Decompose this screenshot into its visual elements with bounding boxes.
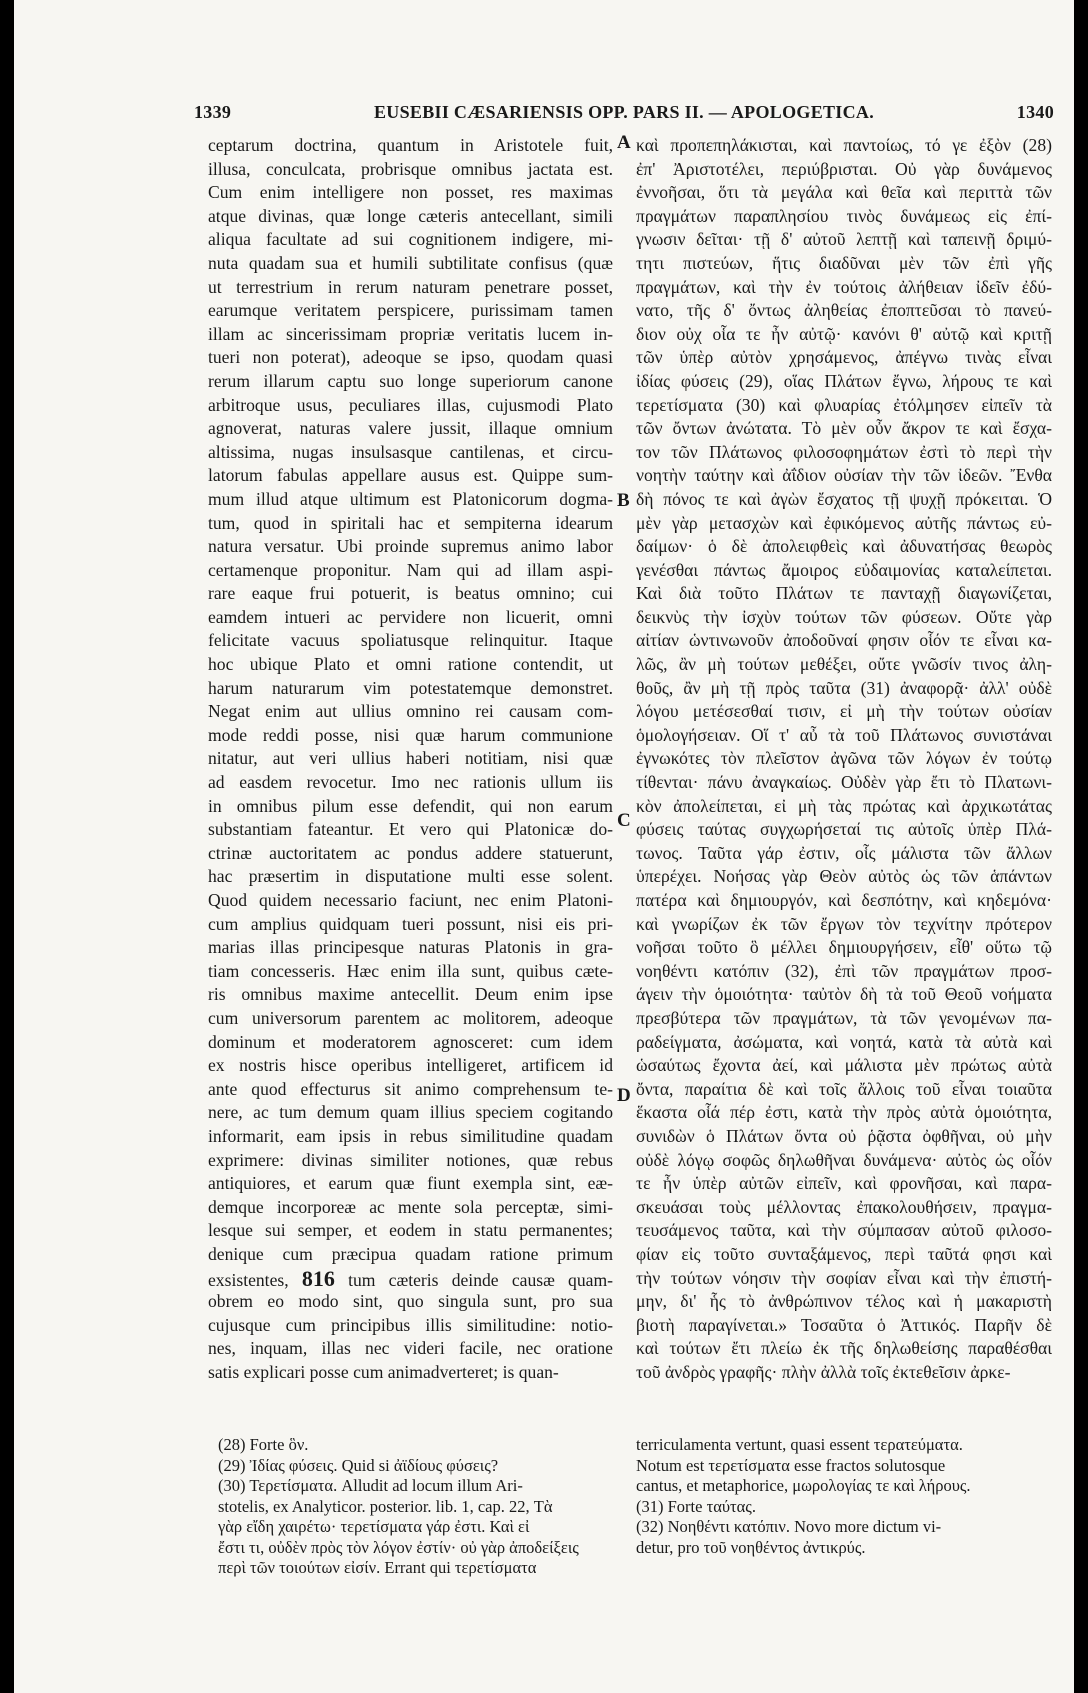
greek-line: ὁμολογήσειαν. Οἵ τ' αὖ τὰ τοῦ Πλάτωνος συνιστάναι [636,724,1052,745]
latin-line-continuation: tum cæteris deinde causæ quam- [334,1269,613,1290]
latin-line: earumque veritatem perspicere, purissimam tamen [208,300,613,321]
greek-line: άγειν τὴν ὁμοιότητα· ταὐτὸν δὴ τὰ τοῦ Θεοῦ νοήματα [636,984,1052,1005]
greek-line: τωνος. Ταῦτα γάρ ἐστιν, οἷς μάλιστα τῶν ἄλλων [636,842,1052,863]
greek-line: πραγμάτων παραπλησίου τινὸς δυνάμεως εἰς ἐπί- [636,205,1052,226]
page-header [194,102,1054,134]
latin-line: informarit, eam ipsis in rebus similitudine quadam [208,1125,613,1146]
latin-line: hoc ubique Plato et omni ratione contendit, ut [208,654,613,675]
latin-line: arbitroque usus, peculiares illas, cujusmodi Plato [208,394,613,415]
greek-line: οὐδὲ λόγῳ σοφῶς δηλωθῆναι δυνάμενα· αὐτὸς ὡς οἷόν [636,1149,1052,1170]
latin-line: cujusque cum principibus illis similitudine: notio- [208,1314,613,1335]
greek-line: σκευάσαι τοὺς μέλλοντας ἐπακολουθήσειν, πραγμα- [636,1196,1052,1217]
latin-line: certamenque proponitur. Nam qui ad illam aspi- [208,559,613,580]
footnote-line: ἔστι τι, οὐδὲν πρὸς τὸν λόγον ἐστίν· οὐ γὰρ ἀποδείξεις [218,1537,579,1557]
footnote-line: (28) Forte ὃν. [218,1435,309,1454]
latin-line: Cum enim intelligere non posset, res maximas [208,182,613,203]
latin-line: nuta quadam sua et humili subtilitate confisus (quæ [208,252,613,273]
greek-line: τῶν ὄντων ἀνώτατα. Τὸ μὲν οὖν ἄκρον τε καὶ ἔσχα- [636,418,1052,439]
greek-line: νοῆσαι τοῦτο ὃ μέλλει δημιουργήσειν, εἶθ' οὕτω τῷ [636,937,1052,958]
greek-line: λῶς, ἂν μὴ τούτων μεθέξει, οὔτε γνῶσίν τινος ἀλη- [636,654,1052,675]
margin-letter-a: A [617,132,631,153]
footnote-line: (32) Νοηθέντι κατόπιν. Novo more dictum vi- [636,1517,942,1536]
latin-line: ante quod effecturus sit animo comprehensum te- [208,1078,613,1099]
greek-line: τοῦ ἀνδρὸς γραφῆς· πλὴν ἀλλὰ τοῖς ἐκτεθεῖσιν ἀρκε- [636,1361,1011,1382]
latin-line: cum universorum parentem ac molitorem, adeoque [208,1007,613,1028]
footnote-line: (29) Ἰδίας φύσεις. Quid si ἀϊδίους φύσεις? [218,1455,499,1475]
margin-letter-b: B [617,490,630,511]
greek-line: γενέσθαι πάντως ἄμοιρος εὐδαιμονίας καταλείπεται. [636,559,1052,580]
latin-column [208,134,613,1384]
greek-line: μὲν γὰρ μετασχὼν καὶ ἐφικόμενος αὐτῆς πάντως εὐ- [636,512,1052,533]
greek-line: αἰτίαν ὡντινωνοῦν ἀποδοῦναί φησιν οἷόν τε εἶναι κα- [636,630,1052,651]
footnotes-right [636,1435,1052,1558]
latin-line: obrem eo modo sint, quo singula sunt, pro sua [208,1291,613,1312]
latin-line: mode reddi posse, nisi quæ harum communione [208,724,613,745]
latin-line: lesque sui semper, et eodem in statu permanentes; [208,1220,613,1241]
greek-line: ὄντα, παραίτια δὲ καὶ τοῖς ἄλλοις τοῦ εἶναι τοιαῦτα [636,1078,1052,1099]
page-number-right: 1340 [1016,102,1054,122]
latin-line: Negat enim aut ullius omnino rei causam com- [208,701,613,722]
footnotes-left [218,1435,618,1579]
latin-line: nitatur, aut veri ullius haberi notitiam, nisi quæ [208,748,613,769]
footnote-line: (31) Forte ταύτας. [636,1496,756,1516]
greek-line: μην, δι' ἧς τὸ ἀνθρώπινον τέλος καὶ ἡ μακαριστὴ [636,1291,1052,1312]
greek-line: διον οὐχ οἷα τε ἦν αὐτῷ· κανόνι θ' αὐτῷ καὶ κριτῇ [636,323,1052,344]
inline-page-number: 816 [301,1266,335,1291]
greek-line: τῶν ὑπὲρ αὐτὸν χρησάμενος, ἀπέγνω τινὰς εἶναι [636,347,1052,368]
latin-line: mum illud atque ultimum est Platonicorum dogma- [208,488,613,509]
latin-line: latorum fabulas appellare ausus est. Quippe sum- [208,465,613,486]
greek-line: ὑπερέχει. Νοήσας γὰρ Θεὸν αὐτὸς ὡς τῶν ἁπάντων [636,866,1052,887]
latin-line: hac præsertim in disputatione multi esse solent. [208,866,613,887]
latin-line: ctrinæ auctoritatem ac pondus addere statuerunt, [208,842,613,863]
latin-line: ut terrestrium in rerum naturam penetrare posset, [208,276,613,297]
latin-line: nere, ac tum demum quam illius speciem cogitando [208,1102,613,1123]
greek-line: καὶ γνωρίζων ἐκ τῶν ἔργων τὸν τεχνίτην πρότερον [636,913,1052,934]
latin-line: rerum illarum captu suo longe superiorum canone [208,370,613,391]
greek-line: δαίμων· ὁ δὲ ἀπολειφθεὶς καὶ ἀδυνατήσας θεωρὸς [636,536,1052,557]
greek-line: τευσάμενος ταῦτα, καὶ τὴν σύμπασαν αὐτοῦ φιλοσο- [636,1220,1052,1241]
greek-line: πραγμάτων, καὶ τὴν ἐν τούτοις ἀλήθειαν ἰδεῖν ἐδύ- [636,276,1052,297]
greek-line: τερετίσματα (30) καὶ φλυαρίας ἐτόλμησεν εἰπεῖν τὰ [636,394,1052,415]
footnote-line: stotelis, ex Analyticor. posterior. lib. 1, cap. 22, Τὰ [218,1496,553,1516]
greek-line: καὶ προπεπηλάκισται, καὶ παντοίως, τό γε ἐξὸν (28) [636,135,1052,155]
latin-line: marias illas principesque naturas Platonis in gra- [208,937,613,958]
latin-line: atque divinas, quæ longe cæteris antecellant, simili [208,205,613,226]
latin-line: Quod quidem necessario faciunt, nec enim Platoni- [208,890,613,910]
greek-line: καὶ τούτων ἔτι πλείω ἐκ τῆς δηλωθείσης παραθέσθαι [636,1338,1052,1359]
greek-line: νοηθέντι κατόπιν (32), ἐπὶ τῶν πραγμάτων προσ- [636,960,1052,981]
greek-line: φύσεις ταύτας συγχωρήσεταί τις αὐτοῖς ὑπὲρ Πλά- [636,819,1052,840]
greek-line: ραδείγματα, ἀσώματα, καὶ νοητά, κατὰ τὰ αὐτὰ καὶ [636,1031,1052,1052]
greek-line: τον τῶν Πλάτωνος φιλοσοφημάτων ἐστὶ τὸ περὶ τὴν [636,441,1052,462]
greek-line: δεικνὺς τὴν ἰσχὺν τούτων τῶν φύσεων. Οὔτε γὰρ [636,606,1052,627]
latin-line: exsistentes, 816 tum cæteris deinde causæ quam- [208,1266,613,1291]
latin-line: ris omnibus maxime antecellit. Deum enim ipse [208,984,613,1005]
latin-line: tum, quod in spiritali hac et sempiterna idearum [208,512,613,533]
greek-line: ἰδίας φύσεις (29), οἵας Πλάτων ἔγνω, λήρους τε καὶ [636,370,1052,391]
greek-line: τίθενται· πάνυ ἀναγκαίως. Οὐδὲν γὰρ ἔτι τὸ Πλατωνι- [636,772,1052,793]
greek-line: Καὶ διὰ τοῦτο Πλάτων τε πανταχῇ διαγωνίζεται, [636,583,1052,604]
latin-line: natura versatur. Ubi proinde supremus animo labor [208,536,613,557]
greek-column [636,134,1052,1384]
greek-line: τὴν τούτων νόησιν τὴν σοφίαν εἶναι καὶ τὴν ἐπιστή- [636,1267,1052,1288]
greek-line: τε ἦν ὑπὲρ αὐτῶν εἰπεῖν, καὶ φρονῆσαι, καὶ παρα- [636,1173,1052,1194]
greek-line: δὴ πόνος τε καὶ ἀγὼν ἔσχατος τῇ ψυχῇ πρόκειται. Ὁ [636,488,1052,509]
latin-line: denique cum præcipua quadam ratione primum [208,1243,613,1264]
latin-line: illusa, conculcata, probrisque omnibus jactata est. [208,158,613,179]
latin-line: illam ac sincerissimam propriæ veritatis lucem in- [208,323,613,344]
latin-line: harum naturarum vim potestatemque demonstret. [208,677,613,698]
greek-line: ἐπ' Ἀριστοτέλει, περιύβρισται. Οὐ γὰρ δυνάμενος [636,158,1052,179]
running-title: EUSEBII CÆSARIENSIS OPP. PARS II. — APOLOGETICA. [373,102,875,122]
latin-line: in omnibus pilum esse defendit, qui non earum [208,795,613,816]
greek-line: θοῦς, ἂν μὴ τῇ πρὸς ταῦτα (31) ἀναφορᾷ· ἀλλ' οὐδὲ [636,677,1052,698]
latin-line: ex nostris hisce operibus intelligeret, artificem id [208,1055,613,1076]
greek-line: τητι πιστεύων, ἥτις διαδῦναι μὲν τῶν ἐπὶ γῆς [636,252,1052,273]
footnote-line: detur, pro τοῦ νοηθέντος ἀντικρύς. [636,1537,866,1557]
greek-line: κὸν ἀπολείπεται, εἰ μὴ τὰς πρώτας καὶ ἀρχικωτάτας [636,795,1052,816]
margin-letter-c: C [617,810,631,831]
latin-line: nes, inquam, illas nec videri facile, nec oratione [208,1338,613,1359]
footnote-line: terriculamenta vertunt, quasi essent τερατεύματα. [636,1435,963,1454]
greek-line: λόγου μετέσεσθαί τισιν, εἰ μὴ τὴν τούτων οὐσίαν [636,701,1052,722]
latin-line: dominum et moderatorem agnosceret: cum idem [208,1031,613,1052]
footnote-line: περὶ τῶν τοιούτων εἰσίν. Errant qui τερετίσματα [218,1558,537,1577]
greek-line: νοητὴν ταύτην καὶ ἀΐδιον οὐσίαν τὴν τῶν ἰδεῶν. Ἔνθα [636,465,1052,486]
latin-line: tiam concesseris. Hæc enim illa sunt, quibus cæte- [208,960,613,981]
latin-line: satis explicari posse cum animadverteret; is quan- [208,1361,559,1382]
latin-line: ceptarum doctrina, quantum in Aristotele fuit, [208,135,613,155]
latin-line: antiquiores, et earum quæ fiunt exempla sint, eæ- [208,1173,613,1194]
footnote-line: (30) Τερετίσματα. Alludit ad locum illum Ari- [218,1476,523,1495]
greek-line: νατο, τῆς δ' ὄντως ἀληθείας ἐποπτεῦσαι τὸ πανεύ- [636,300,1052,321]
greek-line: ἕκαστα οἷά πέρ ἐστι, κατὰ τὴν πρὸς αὐτὰ ὁμοιότητα, [636,1102,1052,1123]
latin-line: altissima, nugas insulsasque cantilenas, et circu- [208,441,613,462]
latin-line: demque incorporeæ ac mente sola perceptæ, simi- [208,1196,613,1217]
greek-line: ὡσαύτως ἔχοντα ἀεί, καὶ μάλιστα μὲν πρώτως αὐτὰ [636,1055,1052,1076]
footnote-line: γὰρ εἴδη χαιρέτω· τερετίσματα γάρ ἐστι. Καὶ εἰ [218,1517,530,1536]
latin-line: rare eaque frui potuerit, is beatus omnino; cui [208,583,613,604]
greek-line: βιοτὴ παραγίνεται.» Τοσαῦτα ὁ Ἀττικός. Παρῆν δὲ [636,1314,1052,1335]
latin-line: aliqua facultate ad sui cognitionem indigere, mi- [208,229,613,250]
latin-line: ad easdem revocetur. Imo nec rationis ullum iis [208,772,613,793]
margin-letter-d: D [617,1085,631,1106]
page-number-left: 1339 [194,102,232,122]
greek-line: φίαν εἰς τοῦτο συνταξάμενος, περὶ ταῦτά φησι καὶ [636,1243,1052,1264]
greek-line: συνιδὼν ὁ Πλάτων ὄντα οὐ ῥᾷστα ὀφθῆναι, οὐ μὴν [636,1125,1052,1146]
latin-line: eamdem intueri ac pervidere non licuerit, omni [208,606,613,627]
greek-line: ἐγνωκότες τὸν πλεῖστον ἀγῶνα τῶν λόγων ἐν τούτῳ [636,748,1052,769]
scanned-page [14,0,1074,1693]
greek-line: ἐννοῆσαι, ὅτι τὰ μεγάλα καὶ θεῖα καὶ περιττὰ τῶν [636,182,1052,203]
latin-line: tueri non poterat), adeoque se ipso, quodam quasi [208,347,613,368]
latin-line: exprimere: divinas similiter notiones, quæ rebus [208,1149,613,1170]
footnote-line: Notum est τερετίσματα esse fractos solutosque [636,1455,946,1475]
greek-line: πρεσβύτερα τῶν πραγμάτων, τὰ τῶν γενομένων πα- [636,1007,1052,1028]
latin-line: agnoverat, naturas valere jussit, illaque omnium [208,418,613,439]
latin-line: felicitate vacuus spoliatusque relinquitur. Itaque [208,630,613,651]
footnote-line: cantus, et metaphorice, μωρολογίας τε καὶ λήρους. [636,1476,971,1495]
greek-line: γνωσιν δεῖται· τῇ δ' αὐτοῦ λεπτῇ καὶ ταπεινῇ δριμύ- [636,229,1052,250]
latin-line: substantiam fateantur. Et vero qui Platonicæ do- [208,819,613,840]
latin-line: cum amplius quidquam tueri possunt, nisi eis pri- [208,913,613,934]
greek-line: πατέρα καὶ δημιουργόν, καὶ δεσπότην, καὶ κηδεμόνα· [636,890,1052,910]
